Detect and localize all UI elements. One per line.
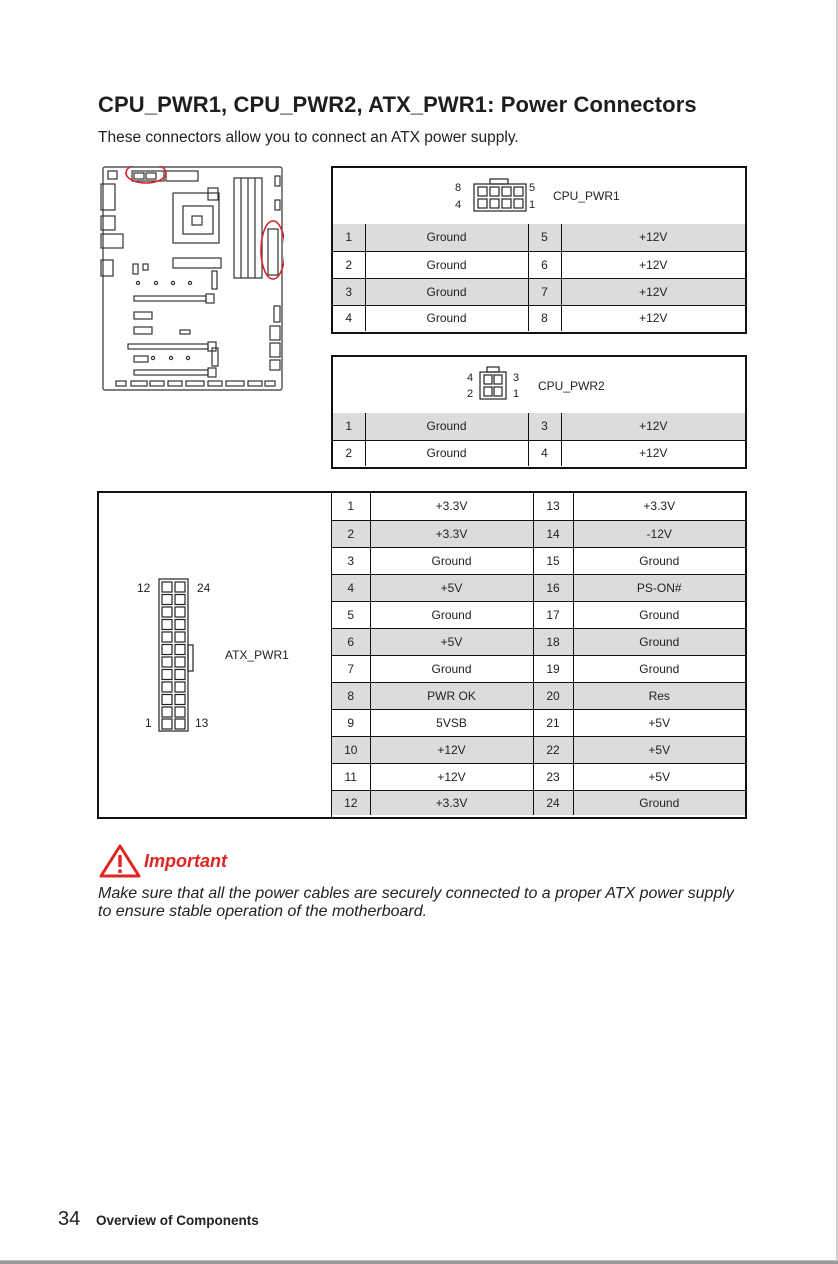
page-title: CPU_PWR1, CPU_PWR2, ATX_PWR1: Power Connectors — [98, 92, 697, 117]
atx-pwr1-pin-label: 1 — [145, 716, 152, 730]
warning-icon — [98, 843, 142, 879]
table-row: 1 Ground 3 +12V — [333, 413, 745, 440]
cpu-pwr2-pin-label: 1 — [513, 388, 520, 400]
table-row: 2 +3.3V 14 -12V — [332, 520, 745, 547]
cpu-pwr1-table — [331, 166, 747, 334]
cpu-pwr1-pin-label: 4 — [455, 199, 462, 211]
motherboard-diagram — [98, 166, 284, 392]
page-number: 34 — [58, 1208, 81, 1230]
table-row: 1 +3.3V 13 +3.3V — [332, 493, 745, 520]
cpu-pwr2-header — [333, 357, 745, 414]
table-row: 3 Ground 15 Ground — [332, 547, 745, 574]
table-row: 9 5VSB 21 +5V — [332, 709, 745, 736]
table-row: 6 +5V 18 Ground — [332, 628, 745, 655]
important-text: Make sure that all the power cables are securely connected to a proper ATX power supply to ensure stable operation of the motherboard. — [98, 885, 734, 920]
important-title: Important — [144, 851, 227, 871]
atx-pwr1-table — [97, 491, 747, 819]
table-row: 3 Ground 7 +12V — [333, 278, 745, 305]
intro-text: These connectors allow you to connect an ATX power supply. — [98, 129, 519, 146]
cpu-pwr1-label: CPU_PWR1 — [553, 189, 620, 203]
atx-pwr1-connector-icon — [157, 577, 197, 737]
atx-pwr1-pin-label: 12 — [137, 581, 151, 595]
cpu-pwr1-pin-table — [333, 224, 745, 331]
table-row: 11 +12V 23 +5V — [332, 763, 745, 790]
table-row: 2 Ground 6 +12V — [333, 251, 745, 278]
table-row: 7 Ground 19 Ground — [332, 655, 745, 682]
atx-pwr1-diagram — [99, 493, 332, 817]
cpu-pwr1-header — [333, 168, 745, 225]
table-row: 8 PWR OK 20 Res — [332, 682, 745, 709]
cpu-pwr2-label: CPU_PWR2 — [538, 379, 605, 393]
atx-pwr1-label: ATX_PWR1 — [225, 648, 289, 662]
table-row: 2 Ground 4 +12V — [333, 440, 745, 466]
cpu-pwr1-connector-icon — [471, 177, 529, 215]
atx-pwr1-pin-table — [332, 493, 745, 815]
cpu-pwr1-pin-label: 8 — [455, 182, 462, 194]
table-row: 10 +12V 22 +5V — [332, 736, 745, 763]
table-row: 12 +3.3V 24 Ground — [332, 790, 745, 815]
atx-pwr1-pin-label: 24 — [197, 581, 211, 595]
cpu-pwr2-table — [331, 355, 747, 469]
table-row: 4 +5V 16 PS-ON# — [332, 574, 745, 601]
table-row: 4 Ground 8 +12V — [333, 305, 745, 331]
cpu-pwr2-pin-label: 3 — [513, 372, 520, 384]
cpu-pwr2-pin-label: 4 — [467, 372, 474, 384]
table-row: 5 Ground 17 Ground — [332, 601, 745, 628]
table-row: 1 Ground 5 +12V — [333, 224, 745, 251]
cpu-pwr1-pin-label: 5 — [529, 182, 536, 194]
atx-pwr1-pin-label: 13 — [195, 716, 209, 730]
cpu-pwr2-pin-label: 2 — [467, 388, 474, 400]
cpu-pwr2-pin-table — [333, 413, 745, 466]
footer-section: Overview of Components — [96, 1213, 259, 1228]
cpu-pwr1-pin-label: 1 — [529, 199, 536, 211]
cpu-pwr2-connector-icon — [477, 365, 509, 403]
